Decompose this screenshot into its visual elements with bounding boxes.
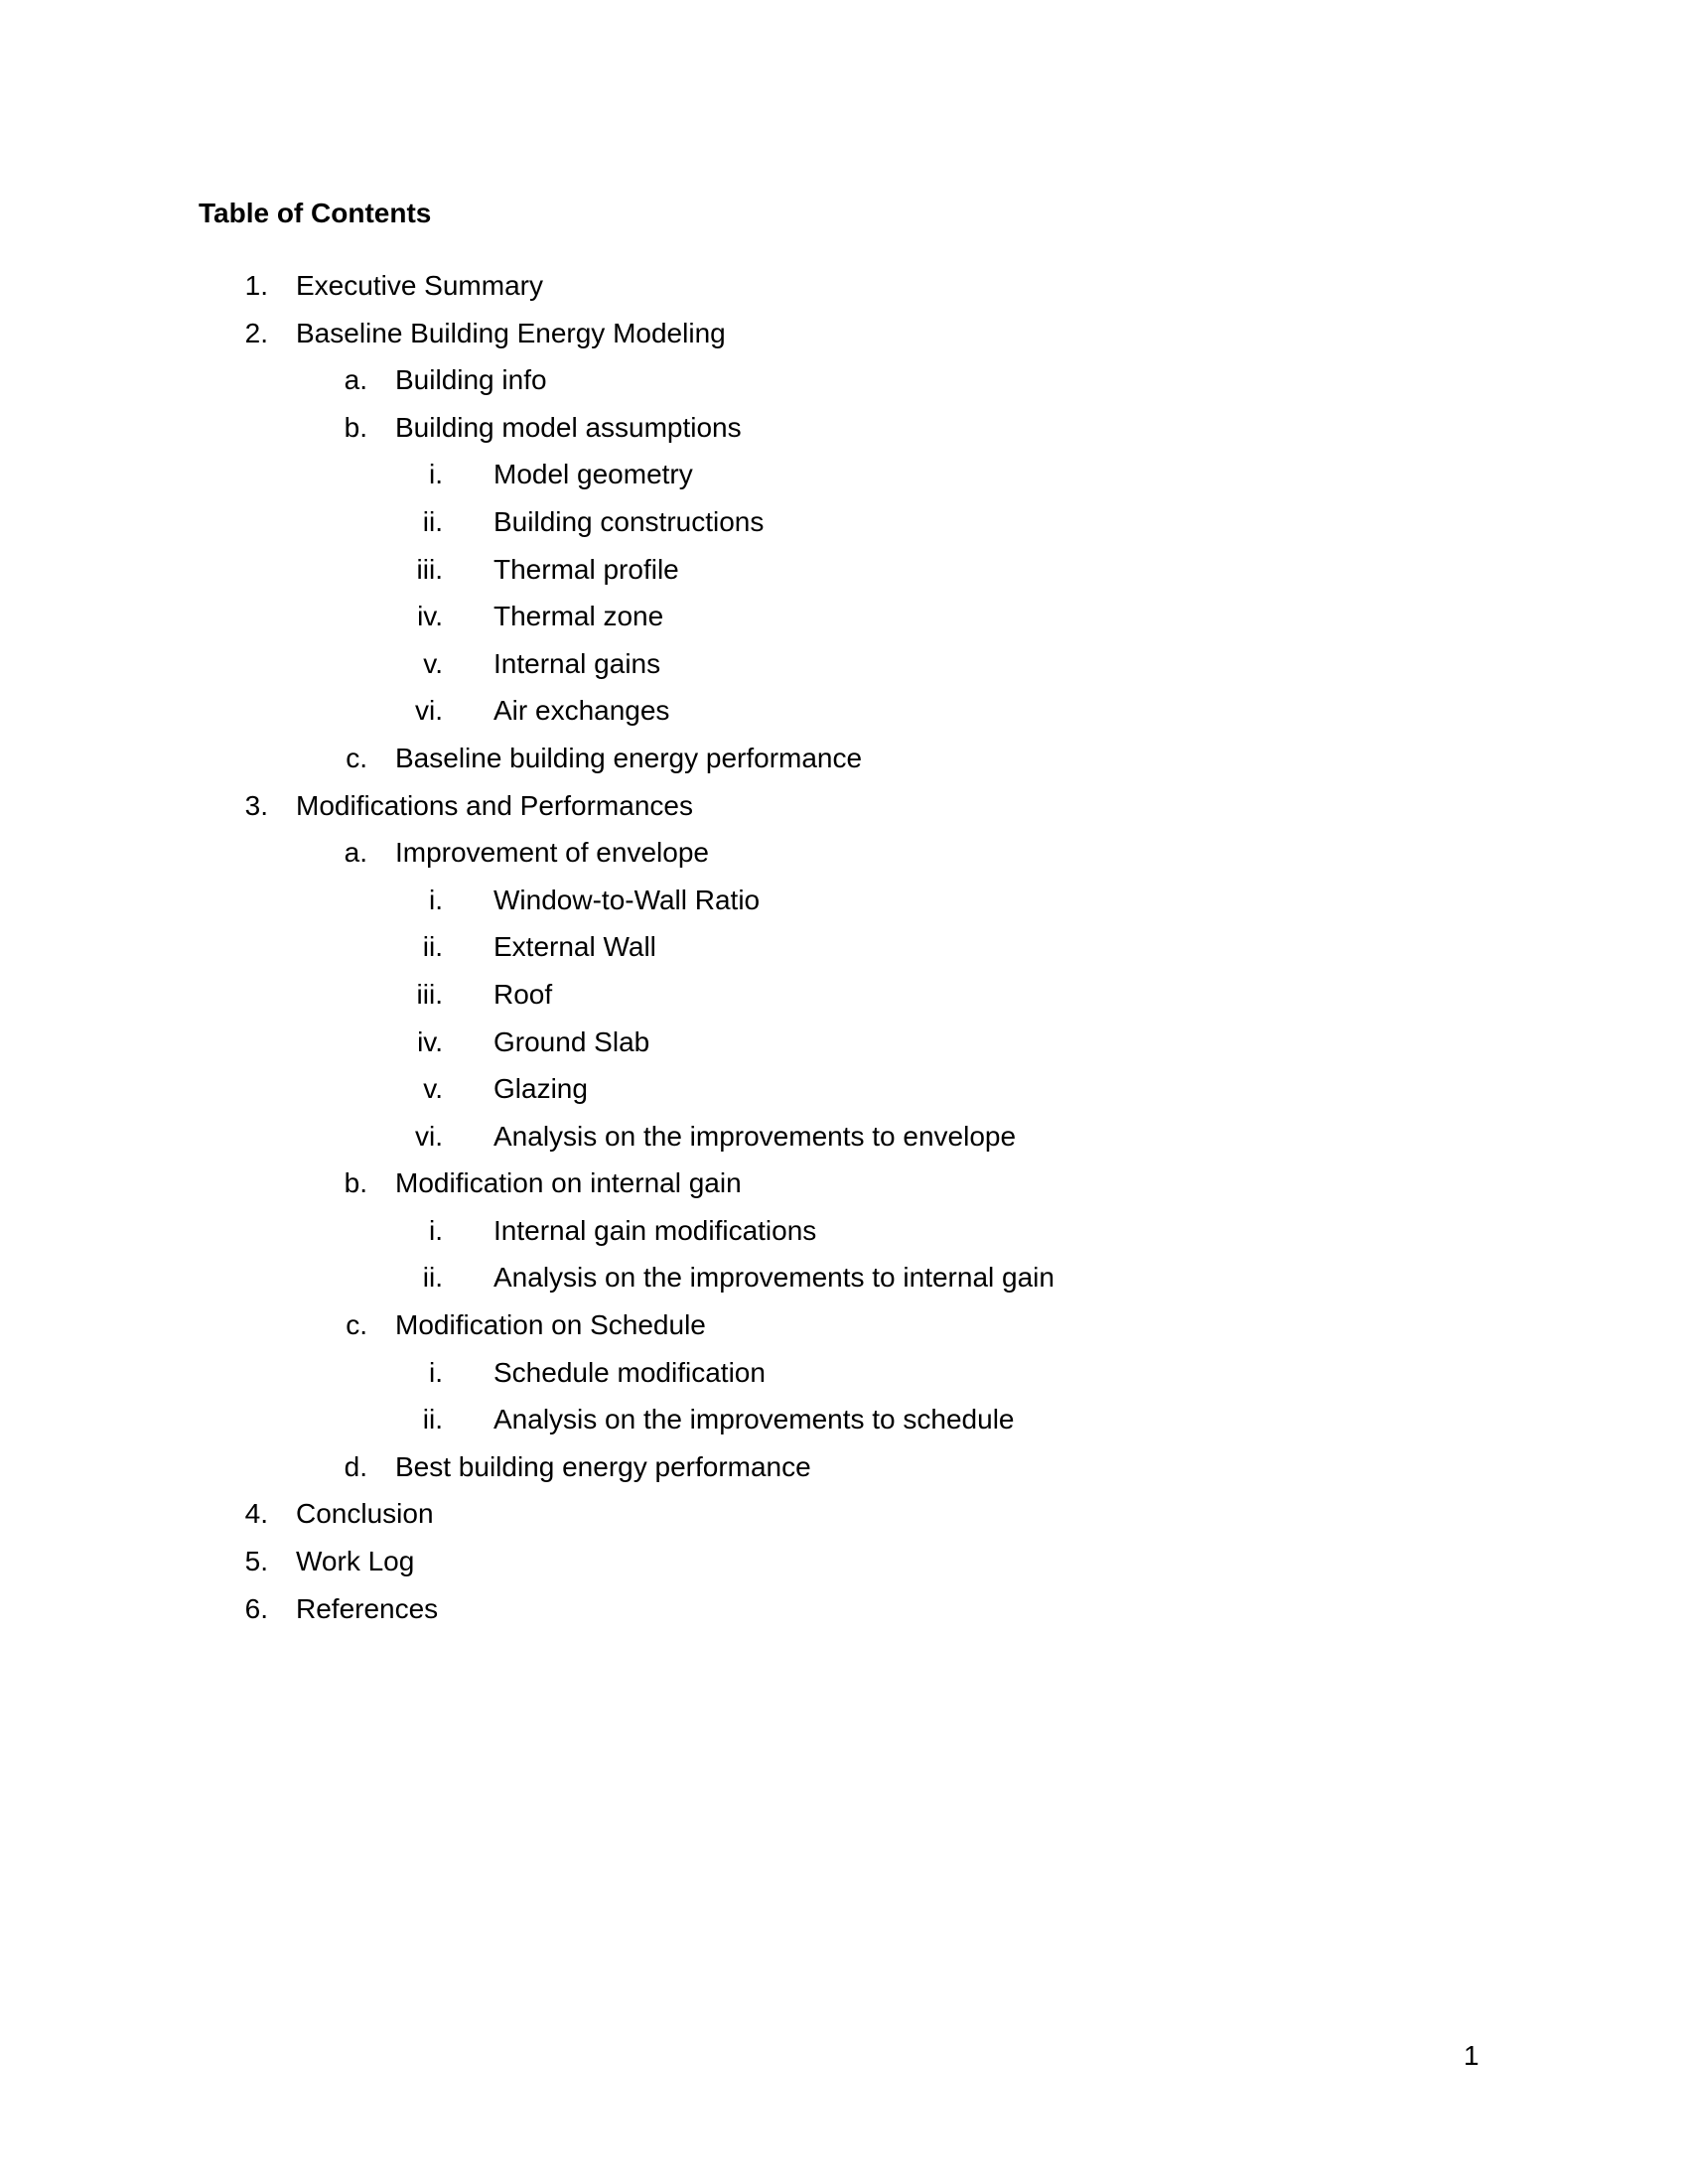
toc-entry-text: Ground Slab [493,1025,650,1057]
toc-entry-marker: i. [429,459,443,490]
toc-entry [0,1307,1688,1355]
toc-entry [0,835,1688,883]
toc-entry-marker: iii. [416,553,443,585]
toc-entry-marker: a. [344,364,367,396]
page-number: 1 [1464,2040,1479,2071]
toc-entry-text: Building constructions [493,505,765,537]
toc-entry [0,362,1688,410]
toc-entry-text: Building info [395,364,547,396]
toc-entry-marker: i. [429,884,443,915]
toc-entry [0,1071,1688,1119]
toc-entry-marker: ii. [422,1404,443,1435]
toc-entry [0,1402,1688,1449]
toc-entry-marker: iii. [416,978,443,1010]
toc-entry [0,1591,1688,1639]
toc-entry-marker: ii. [422,1262,443,1294]
toc-entry-marker: c. [346,742,367,773]
toc-entry-marker: ii. [422,931,443,963]
toc-entry [0,1260,1688,1307]
toc-entry-marker: 1. [244,270,268,301]
toc-entry-marker: iv. [417,1025,443,1057]
toc-entry-text: Conclusion [296,1498,434,1530]
toc-entry-marker: 6. [244,1592,268,1624]
toc-entry-text: Modifications and Performances [296,789,693,821]
toc-entry-marker: v. [423,647,443,679]
toc-entry-marker: 5. [244,1546,268,1577]
toc-entry-text: Modification on internal gain [395,1167,742,1199]
toc-entry-text: Analysis on the improvements to envelope [493,1120,1017,1152]
toc-entry-text: Best building energy performance [395,1450,811,1482]
toc-entry-text: Baseline building energy performance [395,742,863,773]
toc-entry-marker: 3. [244,789,268,821]
toc-entry [0,268,1688,316]
toc-entry-marker: i. [429,1356,443,1388]
toc-entry-text: Glazing [493,1073,588,1105]
toc-entry [0,741,1688,788]
toc-entry-marker: 4. [244,1498,268,1530]
toc-entry [0,552,1688,600]
toc-entry-text: Air exchanges [493,695,670,727]
toc-title: Table of Contents [199,198,432,228]
toc-entry-marker: 2. [244,317,268,348]
toc-entry [0,410,1688,458]
toc-entry [0,457,1688,504]
toc-entry [0,693,1688,741]
toc-entry-text: Analysis on the improvements to schedule [493,1404,1015,1435]
toc-entry-marker: vi. [415,695,443,727]
toc-entry-marker: b. [344,411,367,443]
toc-entry-marker: v. [423,1073,443,1105]
toc-entry [0,1119,1688,1166]
toc-entry-marker: d. [344,1450,367,1482]
toc-entry [0,646,1688,694]
toc-entry-marker: a. [344,837,367,869]
toc-entry-text: Roof [493,978,553,1010]
toc-entry-text: Modification on Schedule [395,1309,706,1341]
toc-entry [0,929,1688,977]
toc-entry-text: Work Log [296,1546,415,1577]
toc-entry-text: Model geometry [493,459,693,490]
toc-entry [0,316,1688,363]
toc-entry-text: Thermal profile [493,553,679,585]
toc-entry [0,1355,1688,1403]
toc-entry-text: Executive Summary [296,270,543,301]
toc-entry-text: Thermal zone [493,601,664,632]
toc-list [0,268,1688,1638]
toc-entry-text: Schedule modification [493,1356,766,1388]
toc-entry [0,1449,1688,1497]
toc-entry [0,1024,1688,1072]
toc-entry-marker: c. [346,1309,367,1341]
toc-entry-text: Building model assumptions [395,411,742,443]
toc-entry [0,1165,1688,1213]
toc-entry-text: Analysis on the improvements to internal gain [493,1262,1055,1294]
toc-entry [0,788,1688,836]
toc-entry-text: Window-to-Wall Ratio [493,884,761,915]
toc-entry [0,504,1688,552]
toc-entry-text: Internal gains [493,647,661,679]
toc-entry-text: References [296,1592,439,1624]
toc-entry [0,1544,1688,1591]
toc-entry [0,599,1688,646]
toc-entry-marker: i. [429,1214,443,1246]
toc-entry-text: Improvement of envelope [395,837,709,869]
toc-entry-text: Internal gain modifications [493,1214,817,1246]
toc-entry [0,883,1688,930]
toc-entry [0,977,1688,1024]
toc-entry [0,1496,1688,1544]
toc-entry-marker: ii. [422,505,443,537]
toc-entry-text: External Wall [493,931,656,963]
toc-entry-marker: iv. [417,601,443,632]
toc-entry-marker: b. [344,1167,367,1199]
toc-entry [0,1213,1688,1261]
toc-entry-marker: vi. [415,1120,443,1152]
toc-entry-text: Baseline Building Energy Modeling [296,317,726,348]
